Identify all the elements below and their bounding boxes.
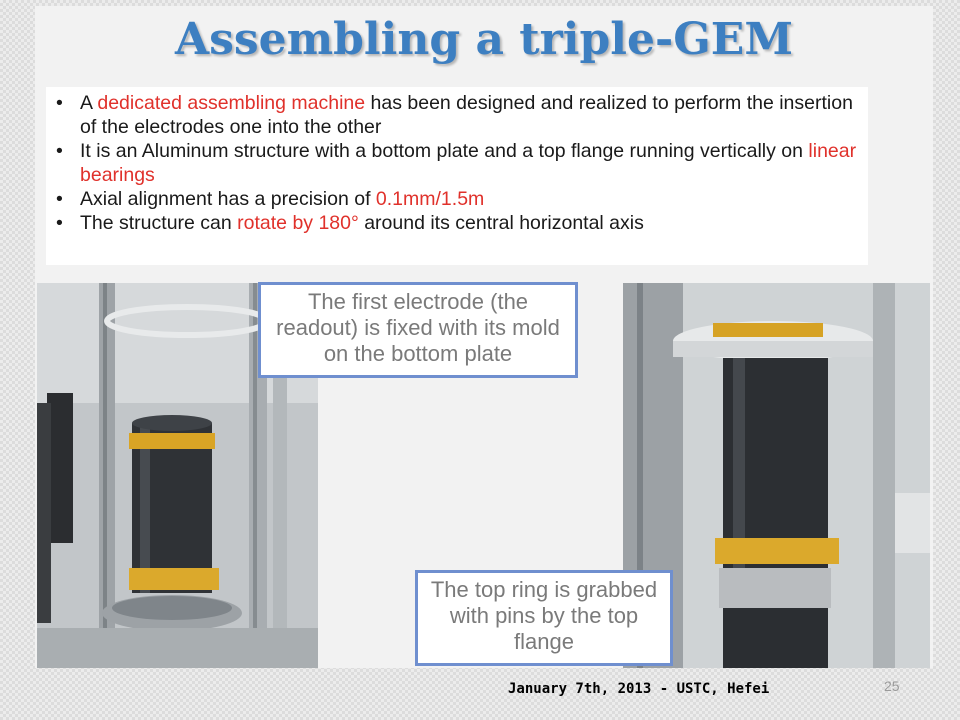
bullet-item: • The structure can rotate by 180° around its central horizontal axis — [80, 211, 868, 235]
callout-top-ring: The top ring is grabbed with pins by the top flange — [415, 570, 673, 666]
bullet-item: • A dedicated assembling machine has been designed and realized to perform the insertion of the electrodes one into the other — [80, 91, 868, 139]
bullet-box — [46, 87, 868, 265]
page-number: 25 — [884, 678, 900, 694]
bullet-item: • Axial alignment has a precision of 0.1mm/1.5m — [80, 187, 868, 211]
bullet-list — [46, 87, 868, 235]
callout-first-electrode: The first electrode (the readout) is fixed with its mold on the bottom plate — [258, 282, 578, 378]
footer-text: January 7th, 2013 - USTC, Hefei — [508, 681, 770, 697]
slide-title: Assembling a triple-GEM — [174, 14, 794, 65]
bullet-item: • It is an Aluminum structure with a bottom plate and a top flange running vertically on linear bearings — [80, 139, 868, 187]
